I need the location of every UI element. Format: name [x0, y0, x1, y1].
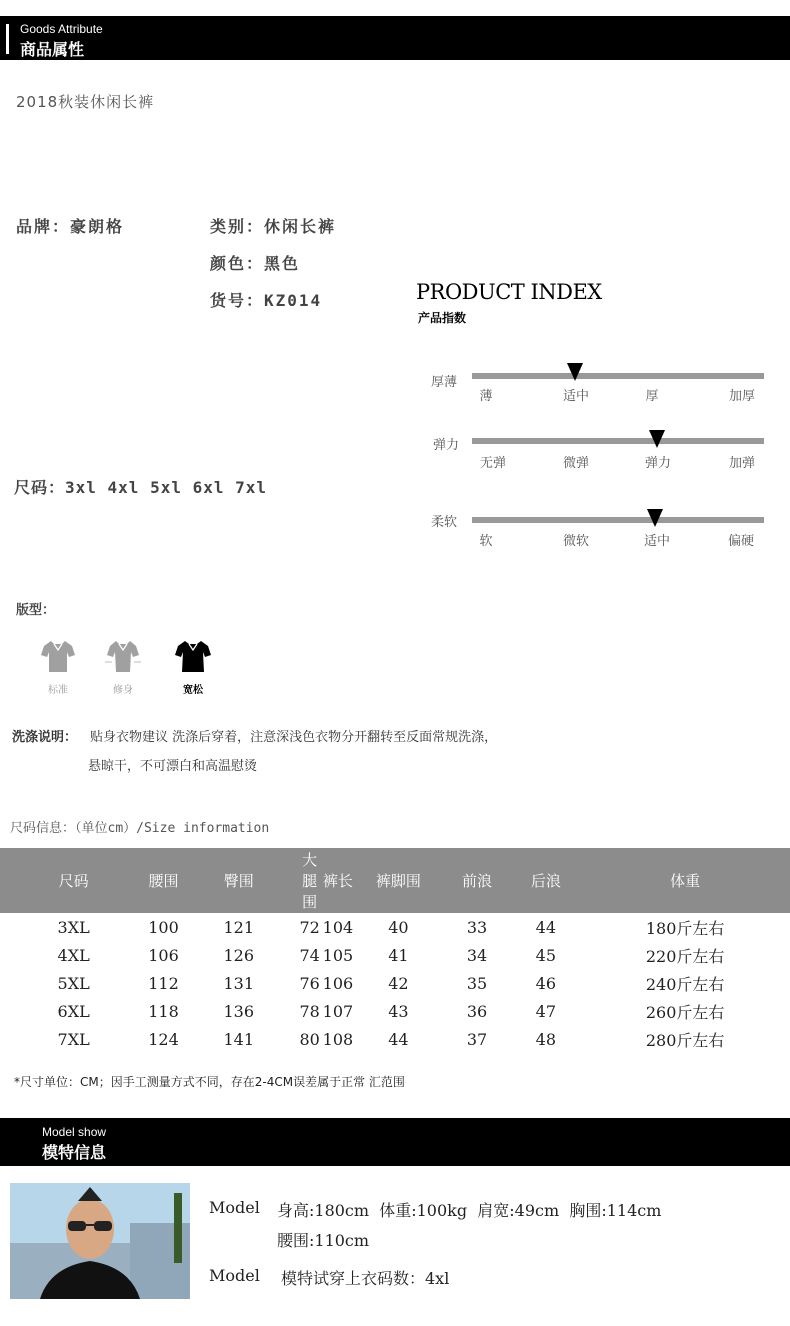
scale-label: 厚薄 [431, 375, 458, 390]
scale-marker [647, 509, 663, 527]
size-row [0, 997, 790, 1025]
size-cell: 220斤左右 [645, 946, 725, 966]
column-header: 臀围 [180, 848, 298, 913]
size-cell: 33 [466, 917, 488, 937]
model-label-2: Model [209, 1266, 260, 1285]
size-cell: 106 [148, 945, 179, 965]
tshirt-slim-icon [104, 638, 142, 674]
size-cell: 72 [299, 917, 320, 937]
size-cell: 36 [466, 1001, 488, 1021]
size-cell: 100 [148, 917, 179, 937]
fit-option-slim: 修身 [113, 685, 133, 696]
scale-tick: 微弹 [562, 456, 589, 471]
size-table-header-row [0, 848, 790, 913]
size-table-body [0, 913, 790, 1053]
tshirt-standard-icon [40, 638, 76, 674]
size-cell: 280斤左右 [645, 1030, 725, 1050]
column-header: 腰围 [147, 848, 180, 913]
product-title: 2018秋装休闲长裤 [16, 93, 155, 111]
size-cell: 80 [299, 1029, 320, 1049]
color-attribute: 颜色：黑色 [210, 254, 301, 273]
column-header: 大腿围 [298, 848, 322, 913]
scale-tick: 弹力 [644, 456, 671, 471]
category-attribute: 类别：休闲长裤 [210, 217, 337, 236]
header-accent-bar [6, 24, 9, 54]
size-cell: 34 [466, 945, 488, 965]
scale-track [472, 373, 764, 379]
sku-attribute: 货号：KZ014 [210, 291, 323, 310]
size-cell: 76 [299, 973, 320, 993]
scale-marker [649, 430, 665, 448]
size-cell: 37 [466, 1029, 488, 1049]
scale-tick: 加弹 [728, 456, 755, 471]
scale-tick: 加厚 [728, 389, 755, 404]
header-en-title: Model show [42, 1125, 107, 1139]
size-row [0, 1025, 790, 1053]
size-cell: 131 [223, 973, 254, 993]
size-cell: 106 [322, 973, 354, 993]
washing-line-2: 悬晾干，不可漂白和高温慰烫 [88, 759, 258, 774]
size-row [0, 969, 790, 997]
size-cell: 5XL [57, 973, 90, 993]
fit-option-standard: 标准 [48, 685, 68, 696]
model-try-on-size: 模特试穿上衣码数：4xl [281, 1269, 450, 1288]
size-cell: 41 [388, 945, 409, 965]
scale-tick: 薄 [479, 389, 493, 404]
size-cell: 48 [535, 1029, 557, 1049]
size-cell: 43 [388, 1001, 409, 1021]
scale-tick: 偏硬 [727, 534, 754, 549]
column-header: 裤长 [322, 848, 355, 913]
fit-option-loose: 宽松 [183, 685, 203, 696]
size-cell: 180斤左右 [645, 918, 725, 938]
scale-tick: 无弹 [479, 456, 506, 471]
washing-label: 洗涤说明： [12, 730, 78, 745]
sizes-attribute: 尺码：3xl 4xl 5xl 6xl 7xl [14, 478, 268, 497]
size-cell: 136 [223, 1001, 254, 1021]
size-cell: 78 [299, 1001, 320, 1021]
measurement-note: *尺寸单位：CM；因手工测量方式不同，存在2-4CM误差属于正常 汇范围 [14, 1075, 405, 1089]
size-cell: 121 [223, 917, 254, 937]
size-cell: 126 [223, 945, 254, 965]
size-row [0, 941, 790, 969]
size-cell: 46 [535, 973, 557, 993]
scale-tick: 软 [479, 534, 493, 549]
product-index-title: PRODUCT INDEX [416, 280, 602, 304]
scale-track [472, 438, 764, 444]
header-cn-title: 模特信息 [42, 1143, 107, 1162]
size-cell: 42 [388, 973, 409, 993]
size-cell: 44 [388, 1029, 409, 1049]
scale-track [472, 517, 764, 523]
size-cell: 7XL [57, 1029, 90, 1049]
scale-label: 弹力 [433, 438, 460, 453]
size-cell: 45 [535, 945, 557, 965]
size-cell: 4XL [57, 945, 90, 965]
size-cell: 6XL [57, 1001, 90, 1021]
scale-tick: 微软 [562, 534, 589, 549]
scale-marker [567, 363, 583, 381]
brand-attribute: 品牌：豪朗格 [16, 217, 125, 236]
size-cell: 141 [223, 1029, 254, 1049]
product-index-subtitle: 产品指数 [418, 311, 467, 325]
size-cell: 35 [466, 973, 488, 993]
model-stats: 身高:180cm 体重:100kg 肩宽:49cm 胸围:114cm [277, 1201, 662, 1220]
size-cell: 47 [535, 1001, 557, 1021]
model-photo [10, 1183, 190, 1299]
size-cell: 105 [322, 945, 354, 965]
size-cell: 107 [322, 1001, 354, 1021]
size-cell: 44 [535, 917, 557, 937]
size-cell: 240斤左右 [645, 974, 725, 994]
fit-label: 版型： [16, 603, 56, 618]
scale-tick: 适中 [562, 389, 589, 404]
size-cell: 3XL [57, 917, 90, 937]
column-header: 体重 [580, 848, 790, 913]
washing-line-1: 贴身衣物建议 洗涤后穿着，注意深浅色衣物分开翻转至反面常规洗涤， [90, 730, 498, 745]
size-cell: 40 [388, 917, 409, 937]
size-cell: 112 [148, 973, 179, 993]
size-cell: 74 [299, 945, 320, 965]
model-waist: 腰围:110cm [277, 1231, 370, 1250]
size-cell: 124 [148, 1029, 179, 1049]
scale-tick: 适中 [643, 534, 670, 549]
size-cell: 118 [148, 1001, 179, 1021]
column-header: 后浪 [511, 848, 580, 913]
size-table [0, 848, 790, 1053]
header-cn-title: 商品属性 [20, 40, 85, 59]
model-show-header [0, 1118, 790, 1166]
goods-attribute-header [0, 16, 790, 60]
size-cell: 260斤左右 [645, 1002, 725, 1022]
size-cell: 104 [322, 917, 354, 937]
header-en-title: Goods Attribute [20, 22, 103, 36]
model-label-1: Model [209, 1198, 260, 1217]
column-header: 前浪 [443, 848, 512, 913]
size-info-title: 尺码信息：（单位cm）/Size information [10, 821, 270, 836]
size-cell: 108 [322, 1029, 354, 1049]
tshirt-loose-icon [174, 638, 212, 674]
scale-label: 柔软 [431, 515, 458, 530]
size-row [0, 913, 790, 941]
column-header: 裤脚围 [354, 848, 442, 913]
scale-tick: 厚 [645, 389, 659, 404]
column-header: 尺码 [0, 848, 147, 913]
